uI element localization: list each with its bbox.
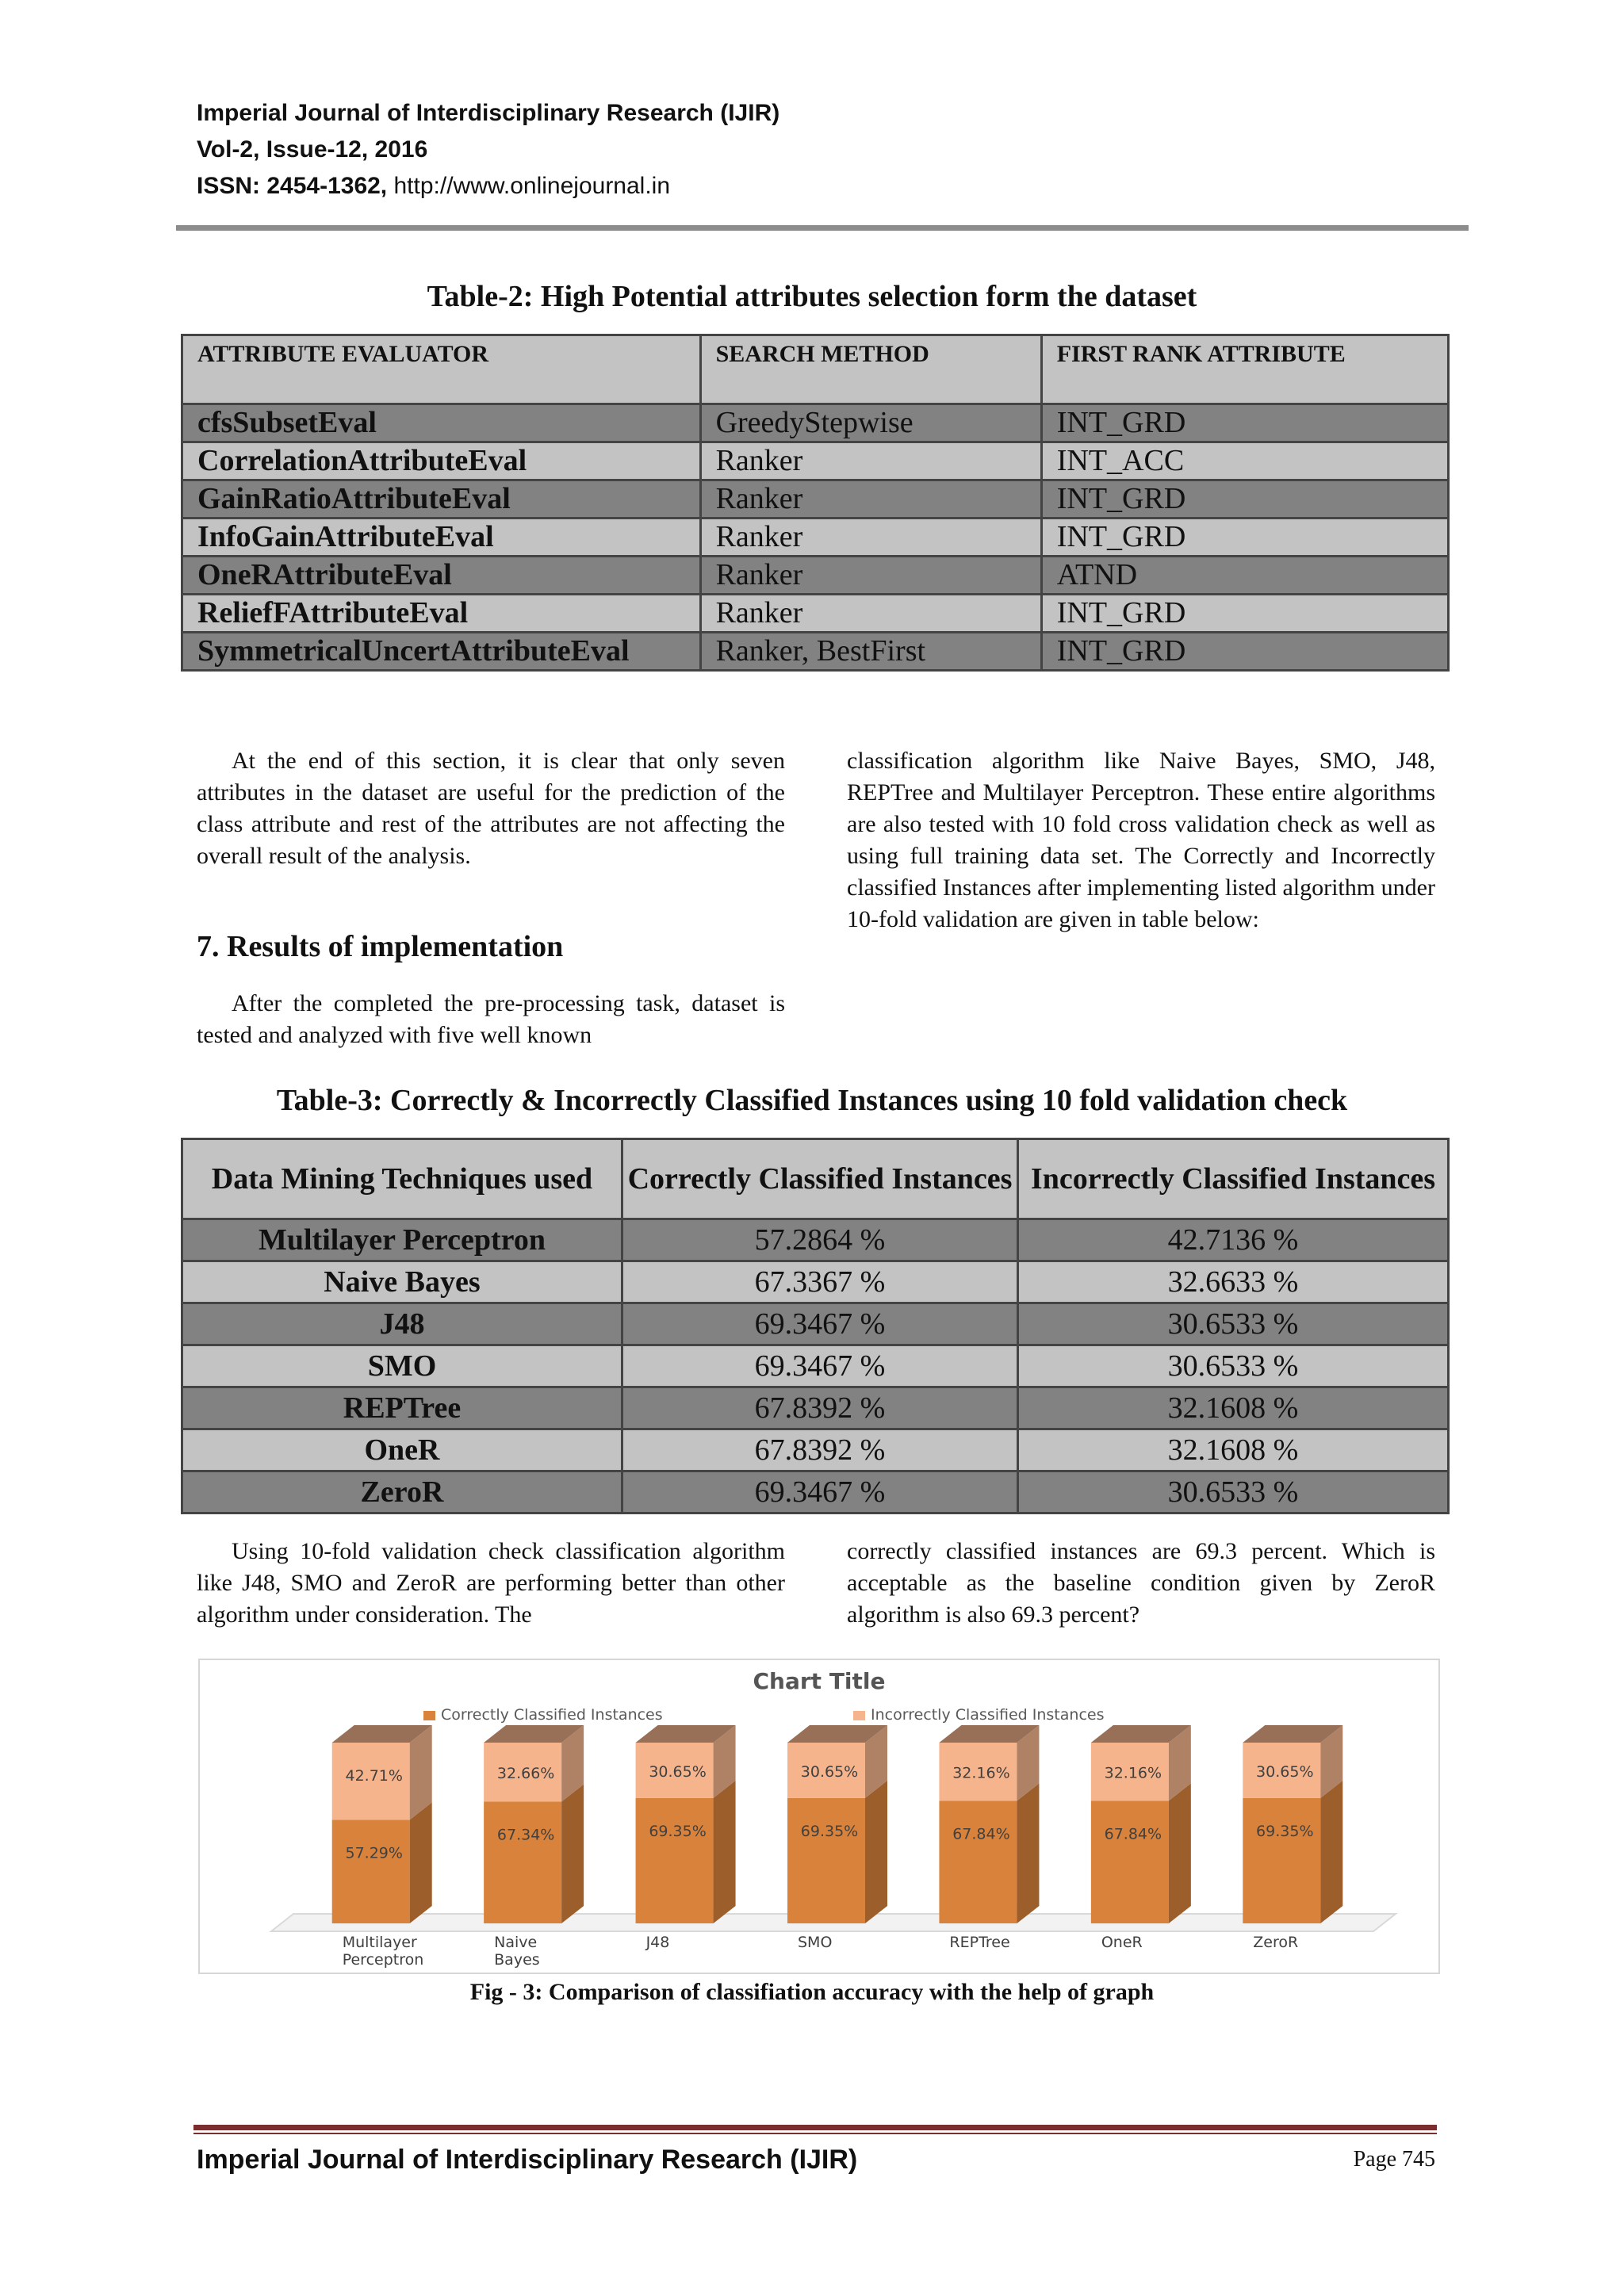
table-cell: 69.3467 % bbox=[622, 1303, 1017, 1345]
table3-header-incorrect: Incorrectly Classified Instances bbox=[1018, 1139, 1449, 1219]
footer-journal: Imperial Journal of Interdisciplinary Research (IJIR) bbox=[197, 2145, 858, 2175]
legend-swatch-correct bbox=[423, 1711, 435, 1720]
table-row bbox=[182, 557, 1449, 595]
data-label: 30.65% bbox=[1256, 1762, 1314, 1781]
table-cell: SMO bbox=[182, 1345, 622, 1387]
table-cell: GreedyStepwise bbox=[700, 404, 1041, 442]
table-cell: 67.8392 % bbox=[622, 1429, 1017, 1471]
data-label: 67.34% bbox=[496, 1826, 555, 1844]
x-tick-label: REPTree bbox=[949, 1934, 1010, 1951]
table-cell: OneRAttributeEval bbox=[182, 557, 701, 595]
legend-swatch-incorrect bbox=[853, 1711, 865, 1720]
data-label: 32.16% bbox=[1104, 1764, 1162, 1782]
paragraph-algorithms bbox=[847, 745, 1435, 936]
table-row bbox=[182, 1429, 1449, 1471]
journal-title: Imperial Journal of Interdisciplinary Research (IJIR) bbox=[197, 100, 780, 126]
journal-url[interactable]: http://www.onlinejournal.in bbox=[393, 173, 671, 199]
legend-label-incorrect: Incorrectly Classified Instances bbox=[871, 1706, 1105, 1724]
legend-label-correct: Correctly Classified Instances bbox=[441, 1706, 663, 1724]
data-label: 69.35% bbox=[649, 1822, 707, 1840]
paragraph-validation bbox=[197, 1536, 785, 1631]
table-cell: INT_GRD bbox=[1041, 519, 1448, 557]
bar-correct bbox=[787, 1798, 865, 1923]
table-cell: INT_GRD bbox=[1041, 404, 1448, 442]
table-cell: 67.3367 % bbox=[622, 1261, 1017, 1303]
paragraph-text: At the end of this section, it is clear that only seven attributes in the dataset are useful for the prediction of the class attribute and rest of the attributes are not affecting the overall result of the analysis. bbox=[197, 748, 785, 869]
table-cell: 32.1608 % bbox=[1018, 1429, 1449, 1471]
table-cell: INT_GRD bbox=[1041, 633, 1448, 671]
chart-x-axis-labels bbox=[343, 1934, 1299, 1969]
table-cell: Ranker bbox=[700, 442, 1041, 480]
table-cell: SymmetricalUncertAttributeEval bbox=[182, 633, 701, 671]
table-row bbox=[182, 519, 1449, 557]
table-cell: ZeroR bbox=[182, 1471, 622, 1513]
table3-caption: Table-3: Correctly & Incorrectly Classified Instances using 10 fold validation check bbox=[276, 1084, 1348, 1117]
x-tick-label: Perceptron bbox=[342, 1951, 424, 1969]
x-tick-label: OneR bbox=[1101, 1934, 1143, 1951]
table-cell: cfsSubsetEval bbox=[182, 404, 701, 442]
data-label: 42.71% bbox=[345, 1767, 403, 1785]
table-cell: 42.7136 % bbox=[1018, 1219, 1449, 1261]
x-tick-label: Bayes bbox=[494, 1951, 540, 1969]
attribute-selection-table bbox=[181, 334, 1450, 672]
paragraph-conclusion bbox=[197, 745, 785, 872]
bar-correct bbox=[939, 1800, 1017, 1923]
section-heading: 7. Results of implementation bbox=[197, 930, 564, 963]
table-cell: INT_ACC bbox=[1041, 442, 1448, 480]
table-row bbox=[182, 1345, 1449, 1387]
x-tick-label: SMO bbox=[798, 1934, 833, 1951]
bar-side bbox=[1017, 1783, 1039, 1923]
table-cell: J48 bbox=[182, 1303, 622, 1345]
data-label: 67.84% bbox=[1104, 1825, 1162, 1843]
table-cell: 32.1608 % bbox=[1018, 1387, 1449, 1429]
footer-divider-thin bbox=[193, 2133, 1437, 2134]
x-tick-label: J48 bbox=[645, 1934, 670, 1951]
table-row bbox=[182, 595, 1449, 633]
paragraph-text: correctly classified instances are 69.3 percent. Which is acceptable as the baseline condition given by ZeroR algorithm is also 69.3 percent? bbox=[847, 1538, 1435, 1628]
table-row bbox=[182, 404, 1449, 442]
bar-side bbox=[1320, 1781, 1342, 1923]
table-row bbox=[182, 480, 1449, 519]
table-cell: 32.6633 % bbox=[1018, 1261, 1449, 1303]
table-cell: Ranker bbox=[700, 557, 1041, 595]
table-cell: Ranker bbox=[700, 519, 1041, 557]
table-cell: ReliefFAttributeEval bbox=[182, 595, 701, 633]
data-label: 69.35% bbox=[800, 1822, 859, 1840]
bar-side bbox=[714, 1781, 736, 1923]
table-cell: OneR bbox=[182, 1429, 622, 1471]
table-cell: 69.3467 % bbox=[622, 1471, 1017, 1513]
table2-header-evaluator: ATTRIBUTE EVALUATOR bbox=[182, 335, 701, 404]
table-cell: INT_GRD bbox=[1041, 480, 1448, 519]
paragraph-baseline bbox=[847, 1536, 1435, 1631]
data-label: 32.16% bbox=[952, 1764, 1010, 1782]
table-cell: 67.8392 % bbox=[622, 1387, 1017, 1429]
table-cell: REPTree bbox=[182, 1387, 622, 1429]
data-label: 69.35% bbox=[1256, 1822, 1314, 1840]
chart-container bbox=[198, 1659, 1440, 1974]
table-cell: ATND bbox=[1041, 557, 1448, 595]
table-cell: 69.3467 % bbox=[622, 1345, 1017, 1387]
data-label: 32.66% bbox=[496, 1765, 555, 1783]
table-cell: 57.2864 % bbox=[622, 1219, 1017, 1261]
paragraph-text: Using 10-fold validation check classification algorithm like J48, SMO and ZeroR are performing better than other algorithm under consideration. The bbox=[197, 1538, 785, 1628]
table3-header-technique: Data Mining Techniques used bbox=[182, 1139, 622, 1219]
header-divider bbox=[176, 225, 1469, 231]
table-row bbox=[182, 1261, 1449, 1303]
paragraph-text: After the completed the pre-processing task, dataset is tested and analyzed with five well known bbox=[197, 990, 785, 1048]
journal-header bbox=[197, 95, 779, 205]
table-row bbox=[182, 633, 1449, 671]
stacked-bar-chart bbox=[200, 1660, 1438, 1973]
x-tick-label: Naive bbox=[494, 1934, 538, 1951]
data-label: 67.84% bbox=[952, 1825, 1010, 1843]
table2-header-search: SEARCH METHOD bbox=[700, 335, 1041, 404]
table-cell: GainRatioAttributeEval bbox=[182, 480, 701, 519]
chart-bars bbox=[332, 1725, 1343, 1923]
table-cell: InfoGainAttributeEval bbox=[182, 519, 701, 557]
table-cell: Ranker, BestFirst bbox=[700, 633, 1041, 671]
data-label: 30.65% bbox=[800, 1762, 859, 1781]
table-cell: Ranker bbox=[700, 480, 1041, 519]
table-cell: 30.6533 % bbox=[1018, 1345, 1449, 1387]
bar-side bbox=[1169, 1783, 1191, 1923]
table-cell: Multilayer Perceptron bbox=[182, 1219, 622, 1261]
page-number: Page 745 bbox=[1353, 2147, 1435, 2172]
table-cell: INT_GRD bbox=[1041, 595, 1448, 633]
bar-side bbox=[865, 1781, 887, 1923]
footer-divider bbox=[193, 2125, 1437, 2130]
table2-caption: Table-2: High Potential attributes selection form the dataset bbox=[427, 280, 1197, 313]
paragraph-preprocessing bbox=[197, 988, 785, 1051]
bar-correct bbox=[636, 1798, 714, 1923]
bar-correct bbox=[1091, 1800, 1169, 1923]
table-cell: CorrelationAttributeEval bbox=[182, 442, 701, 480]
bar-correct bbox=[1243, 1798, 1320, 1923]
bar-correct bbox=[332, 1820, 410, 1923]
journal-issn: ISSN: 2454-1362, bbox=[197, 173, 388, 199]
x-tick-label: Multilayer bbox=[342, 1934, 417, 1951]
table-row bbox=[182, 1387, 1449, 1429]
table-cell: Naive Bayes bbox=[182, 1261, 622, 1303]
x-tick-label: ZeroR bbox=[1253, 1934, 1299, 1951]
journal-volume: Vol-2, Issue-12, 2016 bbox=[197, 136, 428, 163]
table-cell: 30.6533 % bbox=[1018, 1303, 1449, 1345]
chart-title: Chart Title bbox=[753, 1668, 886, 1694]
bar-correct bbox=[484, 1801, 561, 1923]
table2-header-rank: FIRST RANK ATTRIBUTE bbox=[1041, 335, 1448, 404]
table-cell: 30.6533 % bbox=[1018, 1471, 1449, 1513]
classification-results-table bbox=[181, 1138, 1450, 1514]
table-cell: Ranker bbox=[700, 595, 1041, 633]
data-label: 57.29% bbox=[345, 1844, 403, 1862]
table3-header-correct: Correctly Classified Instances bbox=[622, 1139, 1017, 1219]
figure-caption: Fig - 3: Comparison of classifiation accuracy with the help of graph bbox=[469, 1979, 1155, 2005]
table-row bbox=[182, 1303, 1449, 1345]
bar-side bbox=[410, 1802, 432, 1923]
table-row bbox=[182, 442, 1449, 480]
bar-side bbox=[561, 1784, 584, 1923]
data-label: 30.65% bbox=[649, 1762, 707, 1781]
table-row bbox=[182, 1471, 1449, 1513]
table-row bbox=[182, 1219, 1449, 1261]
paragraph-text: classification algorithm like Naive Bayes, SMO, J48, REPTree and Multilayer Perceptron. These entire algorithms are also tested with 10 fold cross validation check as well as using full training data set. The Correctly and Incorrectly classified Instances after implementing listed algorithm under 10-fold validation are given in table below: bbox=[847, 748, 1435, 932]
